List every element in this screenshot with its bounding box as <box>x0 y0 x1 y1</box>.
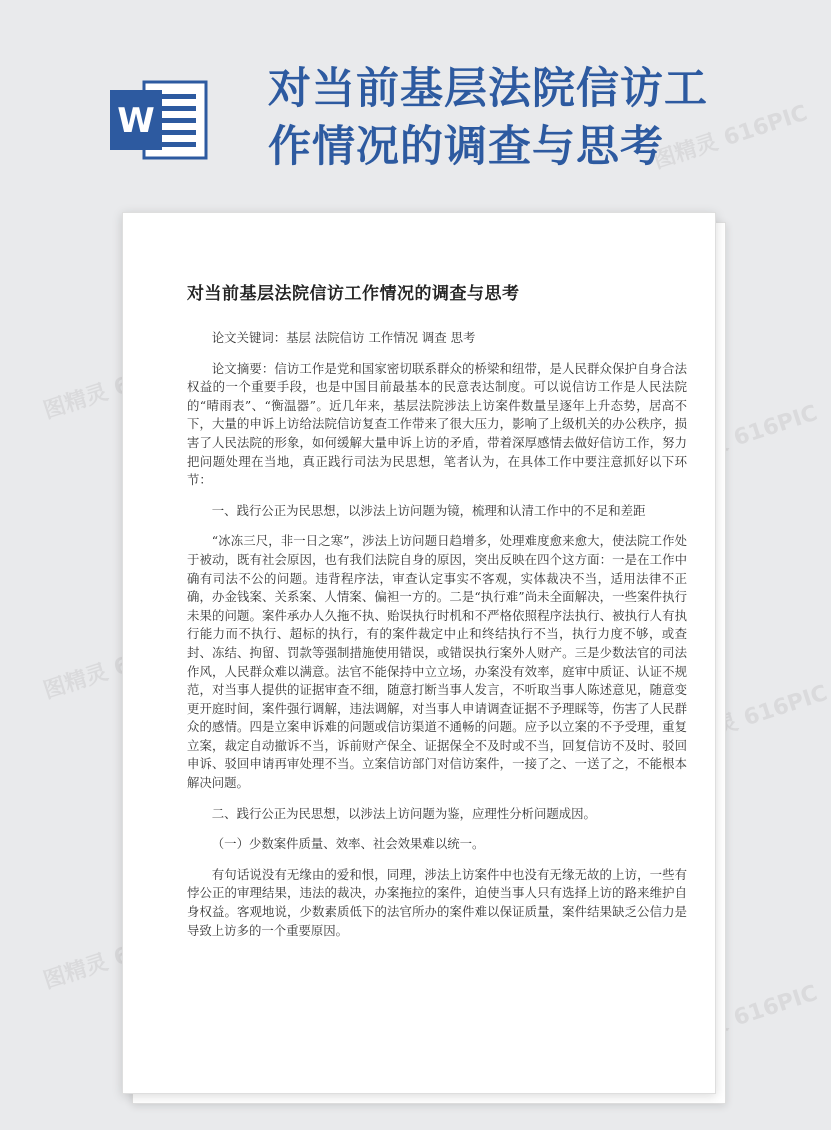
watermark-text: 图精灵 616PIC <box>660 400 821 475</box>
watermark-text: 图精灵 616PIC <box>40 630 201 705</box>
keywords-paragraph: 论文关键词：基层 法院信访 工作情况 调查 思考 <box>211 330 476 345</box>
watermark-text: 图精灵 616PIC <box>670 680 831 755</box>
body-paragraph: “冰冻三尺，非一日之寒”，涉法上访问题日趋增多，处理难度愈来愈大，使法院工作处于被动，既有社会原因，也有我们法院自身的原因，突出反映在四个这方面：一是在工作中确有司法不公的问题。违背程序法，审查认定事实不客观，实体裁决不当，适用法律不正确，办金钱案、关系案、人情案、偏袒一方的。二是“执行难”尚未全面解决，一些案件执行未果的问题。案件承办人久拖不执、贻误执行时机和不严格依照程序法执行、被执行人有执行能力而不执行、超标的执行，有的案件裁定中止和终结执行不当，执行力度不够，或查封、冻结、拘留、罚款等强制措施使用错误，或错误执行案外人财产。三是少数法官的司法作风，人民群众难以满意。法官不能保持中立立场，办案没有效率，庭审中质证、认证不规范，对当事人提供的证据审查不细，随意打断当事人发言，不听取当事人陈述意见，随意变更开庭时间，案件强行调解，违法调解，对当事人申请调查证据不予理睬等，伤害了人民群众的感情。四是立案申诉难的问题或信访渠道不通畅的问题。应予以立案的不予受理，重复立案，裁定自动撤诉不当，诉前财产保全、证据保全不及时或不当，回复信访不及时、驳回申诉、驳回申请再审处理不当。立案信访部门对信访案件，一接了之、一送了之，不能根本解决问题。 <box>187 533 687 791</box>
document-body <box>187 329 687 940</box>
watermark-text: 图精灵 616PIC <box>40 920 201 995</box>
banner-title: 对当前基层法院信访工作情况的调查与思考 <box>268 64 708 172</box>
document-page <box>122 212 716 1094</box>
word-document-icon <box>110 78 210 162</box>
watermark-text: 图精灵 616PIC <box>660 980 821 1055</box>
watermark-text: 图精灵 616PIC <box>40 350 201 425</box>
section-heading-2: 二、践行公正为民思想，以涉法上访问题为鉴，应理性分析问题成因。 <box>211 805 596 821</box>
watermark-text: 图精灵 616PIC <box>650 100 811 175</box>
body-paragraph: 有句话说没有无缘由的爱和恨，同理，涉法上访案件中也没有无缘无故的上访，一些有悖公正的审理结果，违法的裁决，办案拖拉的案件，迫使当事人只有选择上访的路来维护自身权益。客观地说，少数素质低下的法官所办的案件难以保证质量，案件结果缺乏公信力是导致上访多的一个重要原因。 <box>187 866 687 938</box>
document-title: 对当前基层法院信访工作情况的调查与思考 <box>187 284 520 304</box>
abstract-paragraph: 论文摘要：信访工作是党和国家密切联系群众的桥梁和纽带，是人民群众保护自身合法权益的一个重要手段，也是中国目前最基本的民意表达制度。可以说信访工作是人民法院的“晴雨表”、“衡温器”。近几年来，基层法院涉法上访案件数量呈逐年上升态势，居高不下，大量的申诉上访给法院信访复查工作带来了很大压力，影响了上级机关的办公秩序，损害了人民法院的形象，如何缓解大量申诉上访的矛盾，带着深厚感情去做好信访工作，努力把问题处理在当地，真正践行司法为民思想，笔者认为，在具体工作中要注意抓好以下环节： <box>187 360 687 488</box>
word-icon-letter: W <box>117 101 155 141</box>
section-heading-1: 一、践行公正为民思想，以涉法上访问题为镜，梳理和认清工作中的不足和差距 <box>211 502 646 518</box>
subsection-heading: （一）少数案件质量、效率、社会效果难以统一。 <box>211 836 485 852</box>
